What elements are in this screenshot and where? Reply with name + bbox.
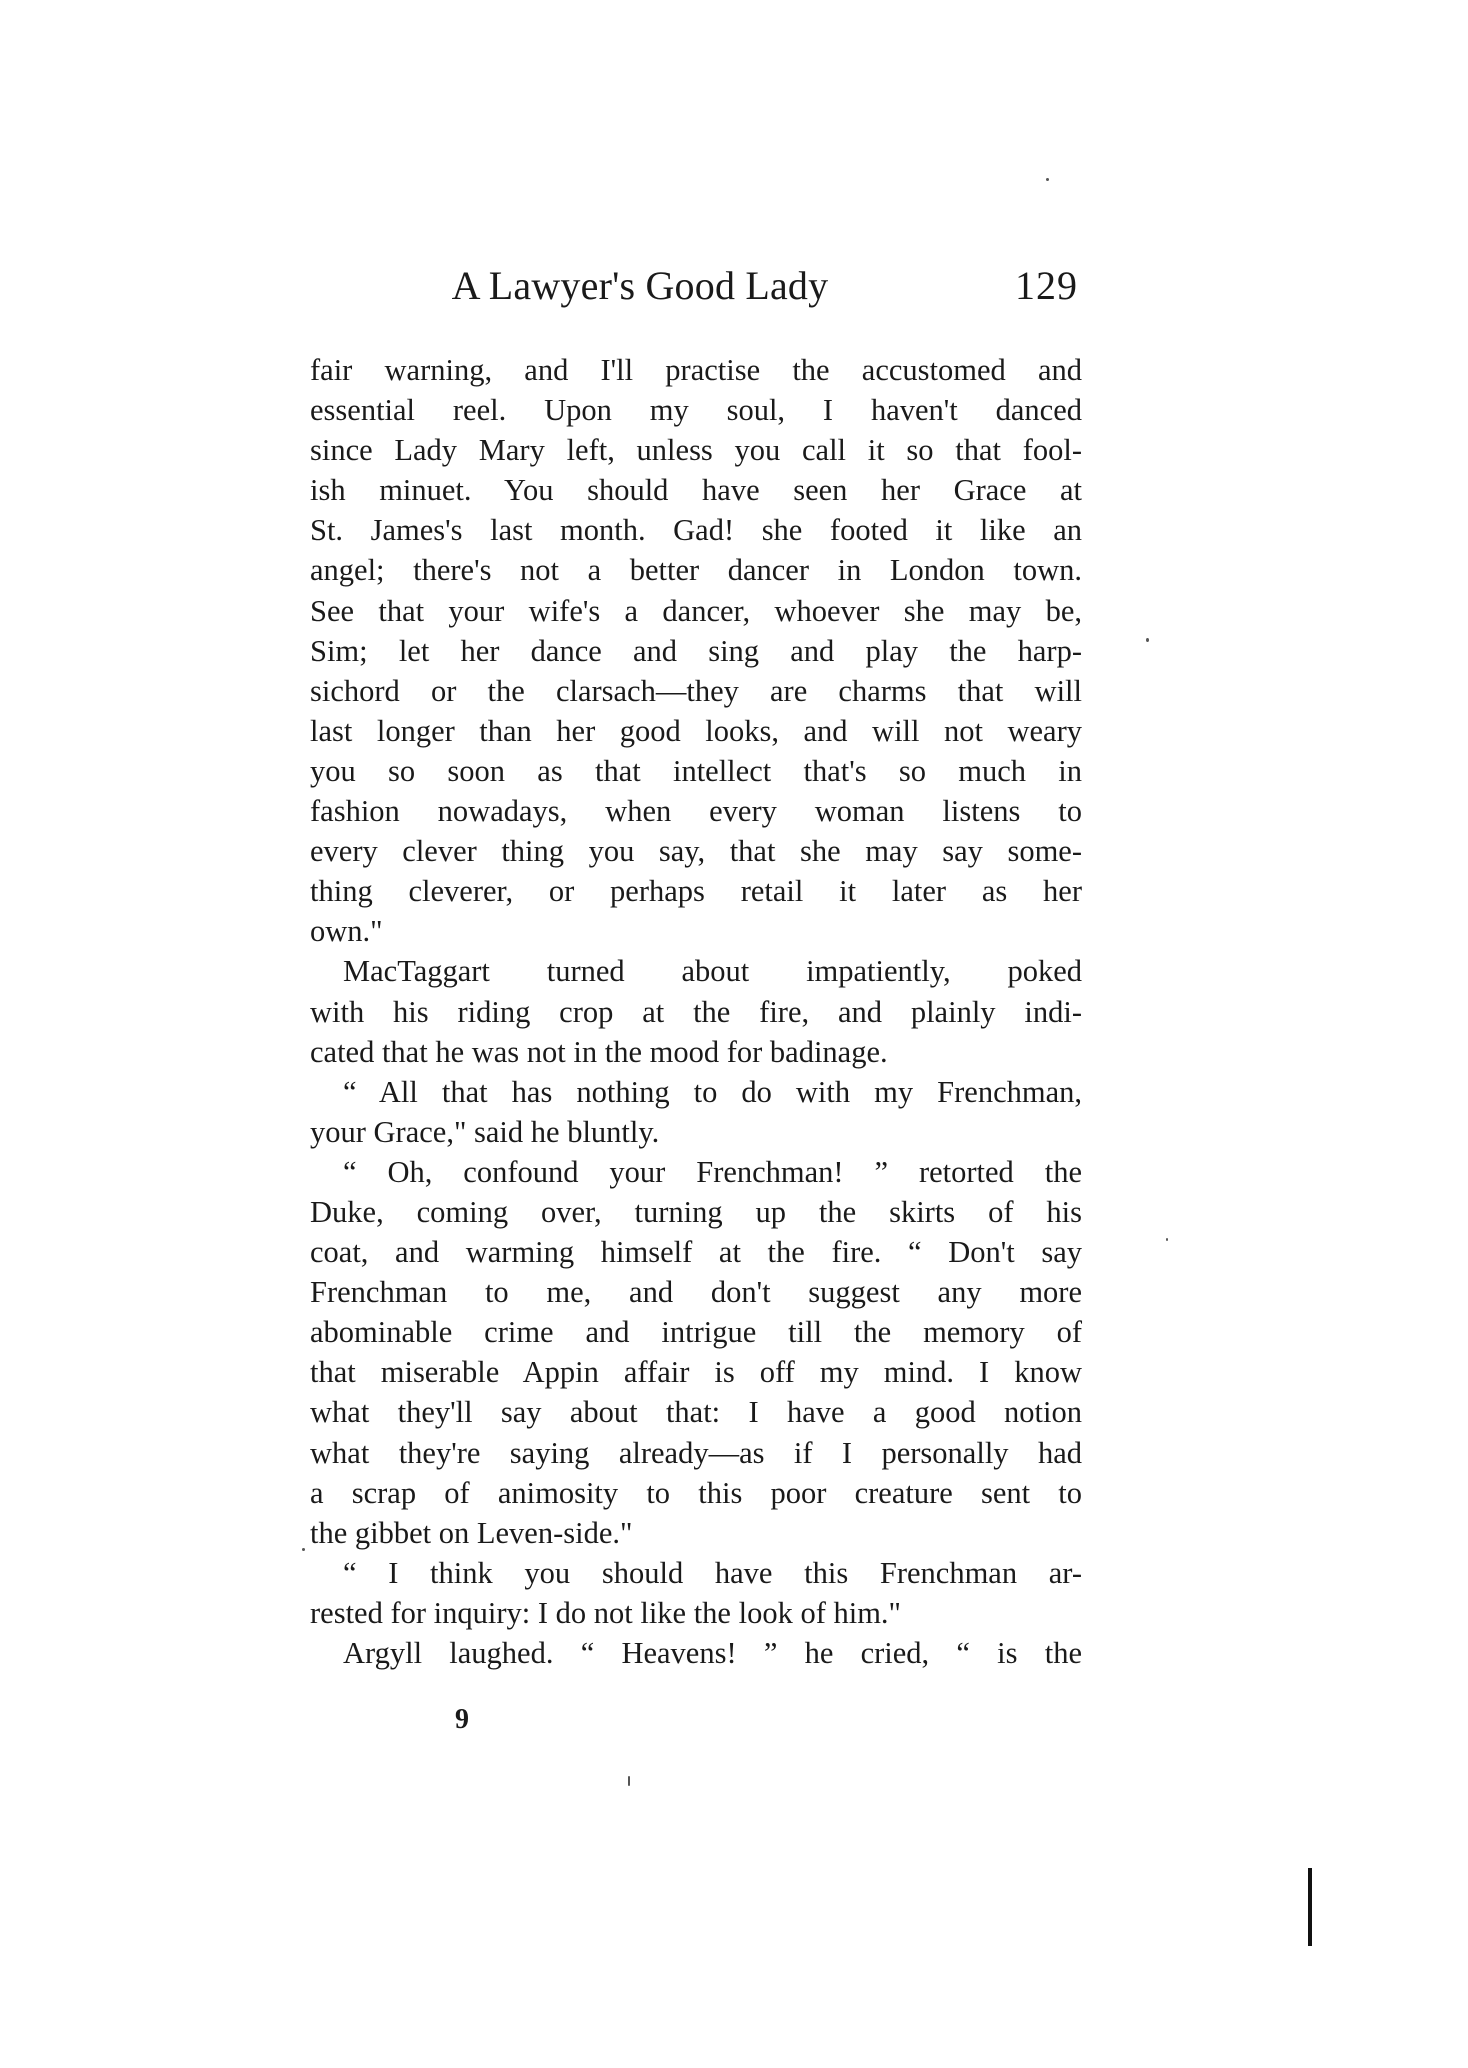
text-line: St. James's last month. Gad! she footed it like an [310, 513, 1082, 548]
running-title: A Lawyer's Good Lady [451, 263, 829, 308]
text-line: last longer than her good looks, and will not weary [310, 713, 1082, 748]
text-line: that miserable Appin affair is off my mind. I know [310, 1355, 1082, 1390]
text-line: abominable crime and intrigue till the memory of [310, 1315, 1082, 1350]
text-line: Frenchman to me, and don't suggest any more [310, 1275, 1082, 1310]
scan-speck [628, 1776, 630, 1786]
signature-mark: 9 [455, 1704, 469, 1735]
scan-speck [1166, 1238, 1168, 1241]
text-line: fashion nowadays, when every woman listens to [310, 794, 1082, 829]
text-line: with his riding crop at the fire, and plainly indi- [310, 994, 1082, 1029]
text-line: angel; there's not a better dancer in London town. [310, 553, 1082, 588]
text-line: you so soon as that intellect that's so much in [310, 753, 1082, 788]
text-line: “ Oh, confound your Frenchman! ” retorted the [343, 1154, 1082, 1189]
text-line: essential reel. Upon my soul, I haven't danced [310, 393, 1082, 428]
scan-speck [302, 1548, 305, 1551]
text-line: Duke, coming over, turning up the skirts of his [310, 1194, 1082, 1229]
text-line: own." [310, 914, 383, 949]
text-line: the gibbet on Leven-side." [310, 1515, 633, 1550]
text-line: coat, and warming himself at the fire. “ Don't say [310, 1235, 1082, 1270]
text-line: ish minuet. You should have seen her Grace at [310, 473, 1082, 508]
text-line: what they're saying already—as if I personally had [310, 1435, 1082, 1470]
page-number: 129 [1015, 263, 1078, 308]
text-line: Argyll laughed. “ Heavens! ” he cried, “ is the [343, 1636, 1082, 1670]
text-line: your Grace," said he bluntly. [310, 1114, 660, 1149]
text-line: “ All that has nothing to do with my Frenchman, [343, 1074, 1082, 1109]
text-line: thing cleverer, or perhaps retail it later as her [310, 874, 1082, 909]
text-line: since Lady Mary left, unless you call it so that fool- [310, 433, 1082, 468]
text-line: cated that he was not in the mood for badinage. [310, 1034, 888, 1069]
text-line: fair warning, and I'll practise the accustomed and [310, 353, 1082, 387]
text-line: Sim; let her dance and sing and play the harp- [310, 633, 1082, 668]
scan-speck [1146, 638, 1149, 642]
text-line: MacTaggart turned about impatiently, poked [343, 954, 1082, 989]
margin-bar [1308, 1868, 1312, 1946]
text-line: “ I think you should have this Frenchman ar- [343, 1555, 1082, 1590]
scan-speck [1046, 178, 1049, 181]
text-line: See that your wife's a dancer, whoever she may be, [310, 593, 1082, 628]
text-line: sichord or the clarsach—they are charms that will [310, 673, 1082, 708]
running-head [310, 262, 1082, 310]
text-line: what they'll say about that: I have a good notion [310, 1395, 1082, 1430]
text-line: a scrap of animosity to this poor creature sent to [310, 1475, 1082, 1510]
body-text [310, 350, 1082, 1673]
text-line: every clever thing you say, that she may say some- [310, 834, 1082, 869]
text-line: rested for inquiry: I do not like the look of him." [310, 1595, 901, 1630]
